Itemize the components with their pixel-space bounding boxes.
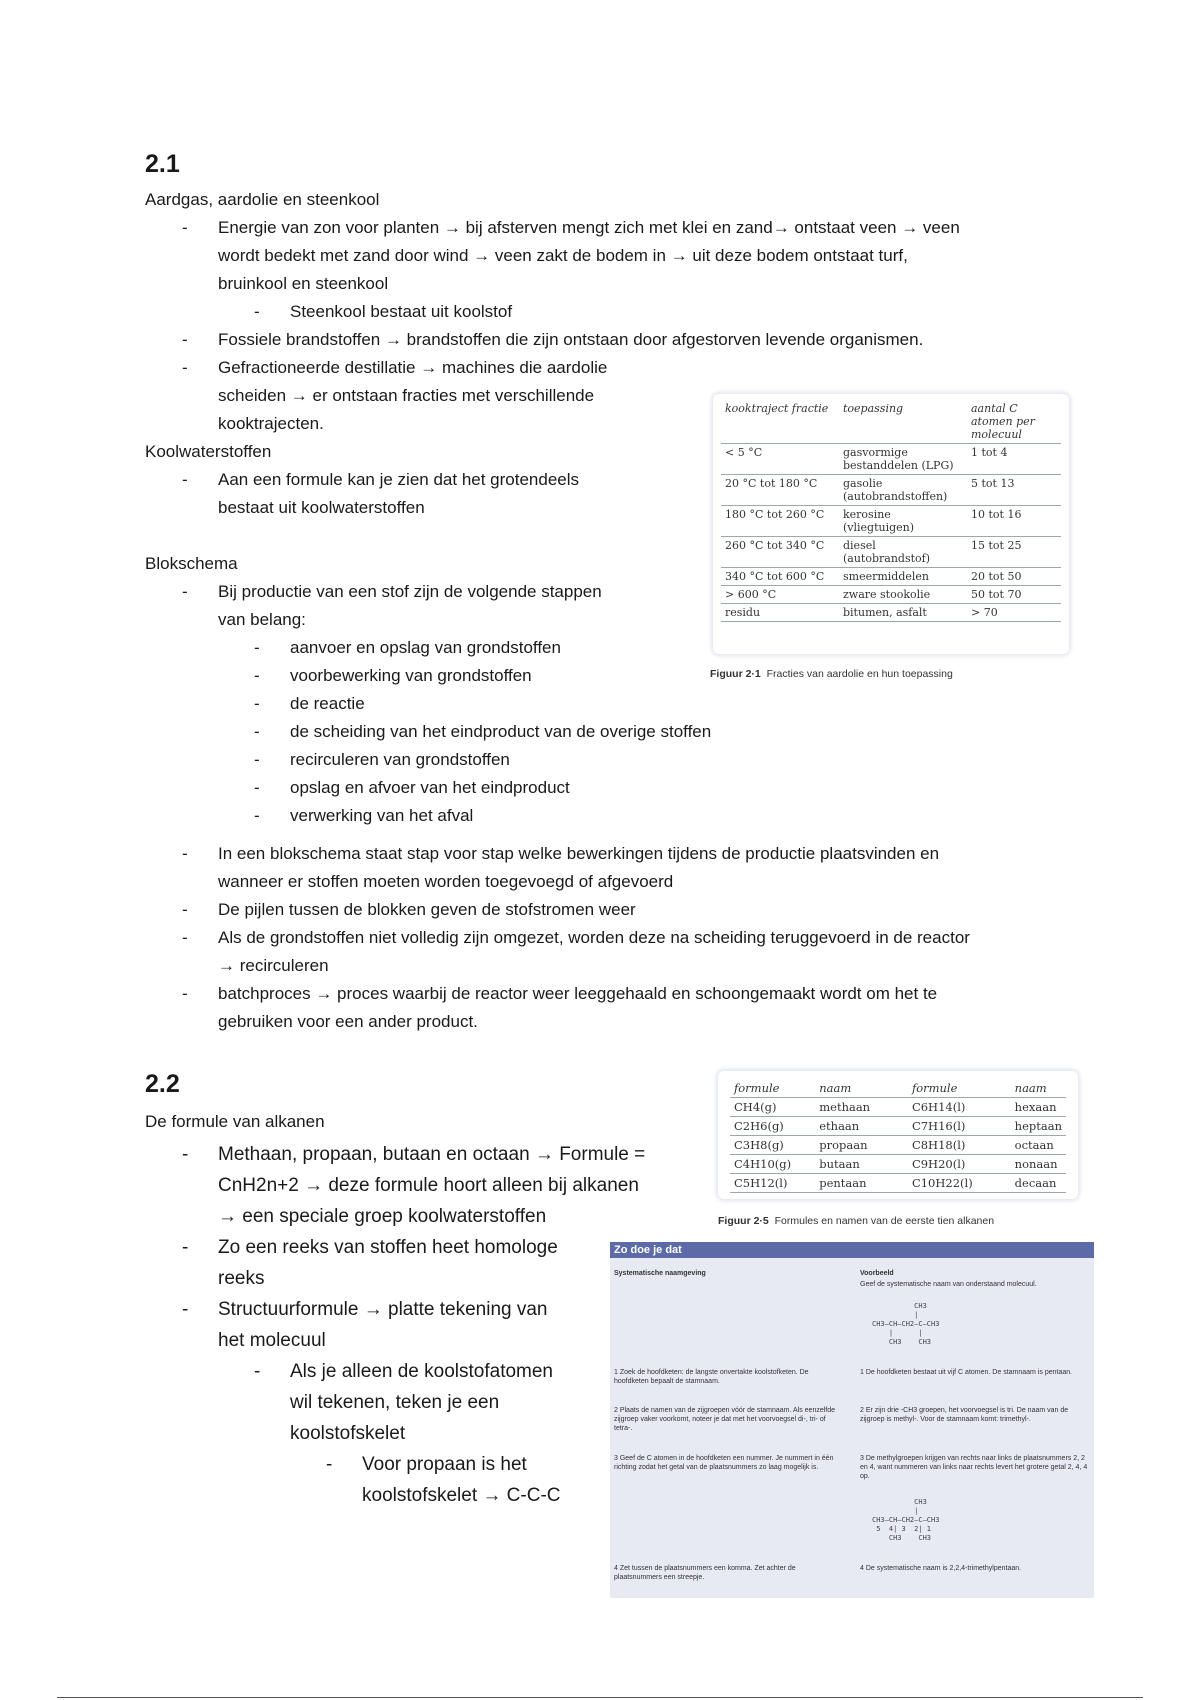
steps-list xyxy=(254,634,712,830)
table-row: C5H12(l) pentaan C10H22(l) decaan xyxy=(730,1174,1066,1193)
bullet-homologe: - Zo een reeks van stoffen heet homologe reeks xyxy=(182,1237,558,1289)
col2-subheading: Geef de systematische naam van onderstaand molecuul. xyxy=(860,1281,1037,1288)
figure-2-1-caption: Figuur 2·1 Fracties van aardolie en hun toepassing xyxy=(710,668,953,680)
bullet-formule: - Aan een formule kan je zien dat het grotendeels bestaat uit koolwaterstoffen xyxy=(182,470,580,517)
subsubbullet-propaan: - Voor propaan is het koolstofskelet → C-C-C xyxy=(326,1454,561,1506)
box-title: Zo doe je dat xyxy=(610,1242,1094,1258)
table-row: < 5 °C gasvormige bestanddelen (LPG) 1 tot 4 xyxy=(721,444,1061,475)
bullet-methaan: - Methaan, propaan, butaan en octaan → Formule = CnH2n+2 → deze formule hoort alleen bij alkanen → een speciale groep koolwaterstoffen xyxy=(182,1144,646,1227)
step-item: - verwerking van het afval xyxy=(254,806,474,825)
step-2-left: 2 Plaats de namen van de zijgroepen vóór de stamnaam. Als eenzelfde zijgroep vaker voorkomt, noteer je dat met het voorvoegsel di-, tri- of tetra-. xyxy=(614,1407,836,1432)
bullet-fossiele: - Fossiele brandstoffen → brandstoffen die zijn ontstaan door afgestorven levende organismen. xyxy=(182,330,924,349)
step-2-right: 2 Er zijn drie -CH3 groepen, het voorvoegsel is tri. De naam van de zijgroep is methyl-. Voor de stamnaam komt: trimethyl-. xyxy=(860,1407,1069,1423)
col2-heading: Voorbeeld xyxy=(860,1270,894,1277)
bullet-destillatie: - Gefractioneerde destillatie → machines die aardolie scheiden → er ontstaan fracties met verschillende kooktrajecten. xyxy=(182,358,608,433)
molecule-numbered: CH3 | CH3—CH—CH2—C—CH3 5 4| 3 2| 1 CH3 CH3 xyxy=(872,1498,940,1542)
bullet-pijlen: - De pijlen tussen de blokken geven de stofstromen weer xyxy=(182,900,636,919)
step-3-right: 3 De methylgroepen krijgen van rechts naar links de plaatsnummers 2, 2 en 4, want nummeren van links naar rechts levert het grotere getal 2, 4, 4 op. xyxy=(860,1455,1088,1480)
bullet-energie: - Energie van zon voor planten → bij afsterven mengt zich met klei en zand→ ontstaat veen → veen wordt bedekt met zand door wind → veen zakt de bodem in → uit deze bodem ontstaat turf, bruinkool en steenkool xyxy=(182,218,960,293)
table-row: 180 °C tot 260 °C kerosine (vliegtuigen) 10 tot 16 xyxy=(721,506,1061,537)
page-bottom-divider xyxy=(57,1697,1143,1698)
step-1-left: 1 Zoek de hoofdketen: de langste onvertakte koolstofketen. De hoofdketen bepaalt de stamnaam. xyxy=(614,1369,809,1385)
table-row: 260 °C tot 340 °C diesel (autobrandstof) 15 tot 25 xyxy=(721,537,1061,568)
figure-2-1-table: kooktraject fractie toepassing aantal C atomen per molecuul < 5 °C gasvormige bestanddelen (LPG) 1 tot 4 20 °C tot 180 °C gasolie (autobrandstoffen) 5 tot 13 180 °C tot 260 °C kerosine (vliegtuigen) 10 tot 16 260 °C tot 340 °C diesel (autobrandstof) 15 tot 25 340 °C tot 600 °C smeermiddelen 20 tot 50 > 600 °C zware stookolie 50 tot 70 residu bitumen, asfalt > 70 xyxy=(713,394,1069,654)
subbullet-steenkool: - Steenkool bestaat uit koolstof xyxy=(254,302,513,321)
subheading-blokschema: Blokschema xyxy=(145,554,238,573)
bullet-structuurformule: - Structuurformule → platte tekening van het molecuul xyxy=(182,1299,548,1351)
step-item: - opslag en afvoer van het eindproduct xyxy=(254,778,570,797)
table-row: residu bitumen, asfalt > 70 xyxy=(721,604,1061,622)
table-row: 20 °C tot 180 °C gasolie (autobrandstoffen) 5 tot 13 xyxy=(721,475,1061,506)
subheading-alkanen: De formule van alkanen xyxy=(145,1112,325,1131)
col1-heading: Systematische naamgeving xyxy=(614,1270,706,1277)
figure-2-5-caption: Figuur 2·5 Formules en namen van de eerste tien alkanen xyxy=(718,1215,995,1227)
table-row: C2H6(g) ethaan C7H16(l) heptaan xyxy=(730,1117,1066,1136)
molecule-structure: CH3 | CH3—CH—CH2—C—CH3 | | CH3 CH3 xyxy=(872,1302,940,1346)
step-item: - de reactie xyxy=(254,694,365,713)
table-row: C3H8(g) propaan C8H18(l) octaan xyxy=(730,1136,1066,1155)
heading-2-1: 2.1 xyxy=(145,150,180,178)
table-row: CH4(g) methaan C6H14(l) hexaan xyxy=(730,1098,1066,1117)
zo-doe-je-dat-box xyxy=(610,1242,1094,1598)
bullet-productie: - Bij productie van een stof zijn de volgende stappen van belang: xyxy=(182,582,602,629)
step-3-left: 3 Geef de C atomen in de hoofdketen een nummer. Je nummert in één richting zodat het getal van de plaatsnummers zo laag mogelijk is. xyxy=(614,1455,834,1471)
table-row: C4H10(g) butaan C9H20(l) nonaan xyxy=(730,1155,1066,1174)
step-4-left: 4 Zet tussen de plaatsnummers een komma. Zet achter de plaatsnummers een streepje. xyxy=(614,1565,796,1581)
step-item: - de scheiding van het eindproduct van de overige stoffen xyxy=(254,722,712,741)
subheading-koolwaterstoffen: Koolwaterstoffen xyxy=(145,442,272,461)
step-item: - voorbewerking van grondstoffen xyxy=(254,666,532,685)
bullet-blokschema: - In een blokschema staat stap voor stap welke bewerkingen tijdens de productie plaatsvinden en wanneer er stoffen moeten worden toegevoegd of afgevoerd xyxy=(182,844,940,891)
heading-2-2: 2.2 xyxy=(145,1070,180,1098)
subheading-aardgas: Aardgas, aardolie en steenkool xyxy=(145,190,380,209)
bullet-batchproces: - batchproces → proces waarbij de reactor weer leeggehaald en schoongemaakt wordt om het te gebruiken voor een ander product. xyxy=(182,984,938,1031)
step-1-right: 1 De hoofdketen bestaat uit vijf C atomen. De stamnaam is pentaan. xyxy=(860,1369,1073,1376)
bullet-grondstoffen: - Als de grondstoffen niet volledig zijn omgezet, worden deze na scheiding teruggevoerd in de reactor → recirculeren xyxy=(182,928,970,975)
step-item: - recirculeren van grondstoffen xyxy=(254,750,510,769)
table-row: 340 °C tot 600 °C smeermiddelen 20 tot 50 xyxy=(721,568,1061,586)
figure-2-5-table: formule naam formule naam CH4(g) methaan C6H14(l) hexaan C2H6(g) ethaan C7H16(l) heptaan C3H8(g) propaan C8H18(l) octaan C4H10(g) butaan C9H20(l) nonaan C5H12(l) pentaan C10H22(l) decaan xyxy=(718,1071,1078,1199)
step-item: - aanvoer en opslag van grondstoffen xyxy=(254,638,561,657)
subbullet-koolstofatomen: - Als je alleen de koolstofatomen wil tekenen, teken je een koolstofskelet xyxy=(254,1361,553,1444)
table-row: > 600 °C zware stookolie 50 tot 70 xyxy=(721,586,1061,604)
step-4-right: 4 De systematische naam is 2,2,4-trimethylpentaan. xyxy=(860,1565,1022,1572)
